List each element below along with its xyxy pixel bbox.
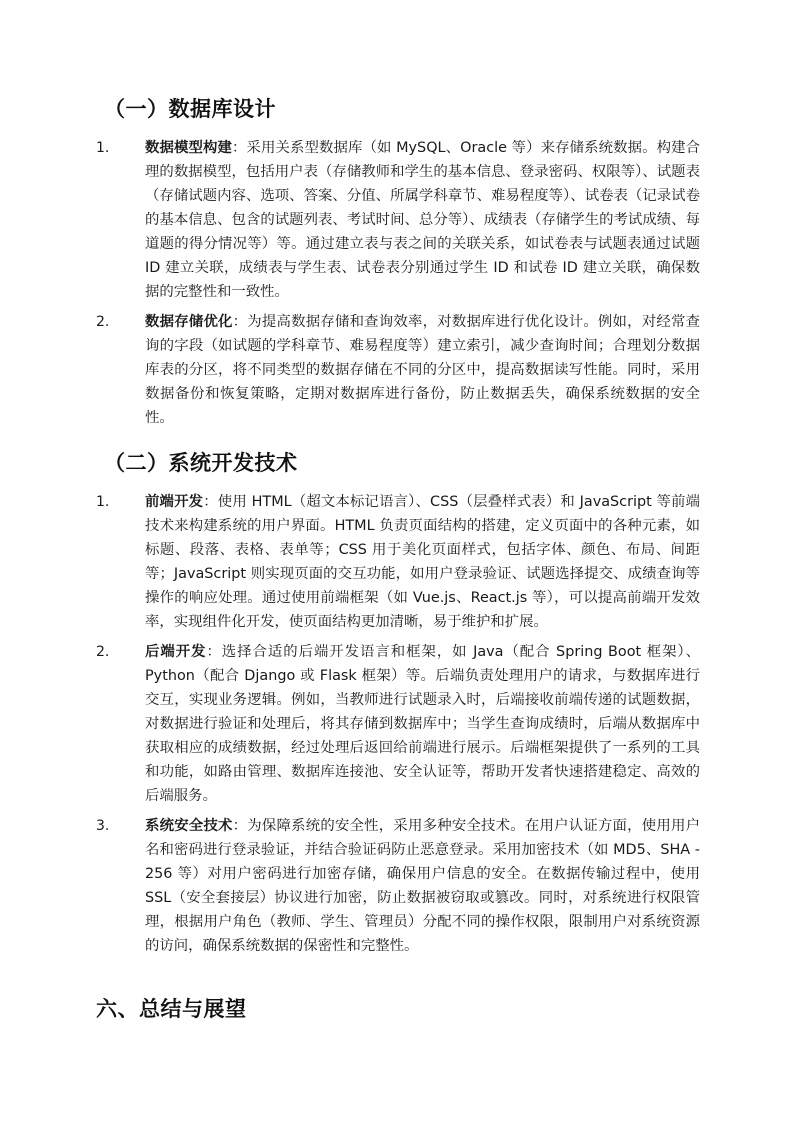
list-item-term: 数据存储优化 [145, 314, 233, 330]
list-item-number: 2. [96, 314, 110, 330]
list-item-number: 1. [96, 494, 110, 510]
list-item-number: 2. [96, 644, 110, 660]
list-item [96, 310, 700, 430]
list-item-text: 选择合适的后端开发语言和框架，如 Java（配合 Spring Boot 框架）、Python（配合 Django 或 Flask 框架）等。后端负责处理用户的请求，与数据库进行交互，实现业务逻辑。例如，当教师进行试题录入时，后端接收前端传递的试题数据，对数据进行验证和处理后，将其存储到数据库中；当学生查询成绩时，后端从数据库中获取相应的成绩数据，经过处理后返回给前端进行展示。后端框架提供了一系列的工具和功能，如路由管理、数据库连接池、安全认证等，帮助开发者快速搭建稳定、高效的后端服务。 [145, 644, 700, 804]
list-item [96, 490, 700, 634]
list-item-number: 1. [96, 140, 110, 156]
list-item [96, 814, 700, 958]
list-item-colon: ： [232, 818, 248, 834]
list-item-text: 使用 HTML（超文本标记语言）、CSS（层叠样式表）和 JavaScript 等前端技术来构建系统的用户界面。HTML 负责页面结构的搭建，定义页面中的各种元素，如标题、段落、表格、表单等；CSS 用于美化页面样式，包括字体、颜色、布局、间距等；JavaScript 则实现页面的交互功能，如用户登录验证、试题选择提交、成绩查询等操作的响应处理。通过使用前端框架（如 Vue.js、React.js 等），可以提高前端开发效率，实现组件化开发，使页面结构更加清晰，易于维护和扩展。 [145, 494, 700, 630]
list-item-colon: ： [203, 494, 218, 510]
list-item-text: 采用关系型数据库（如 MySQL、Oracle 等）来存储系统数据。构建合理的数据模型，包括用户表（存储教师和学生的基本信息、登录密码、权限等）、试题表（存储试题内容、选项、答案、分值、所属学科章节、难易程度等）、试卷表（记录试卷的基本信息、包含的试题列表、考试时间、总分等）、成绩表（存储学生的考试成绩、每道题的得分情况等）等。通过建立表与表之间的关联关系，如试卷表与试题表通过试题 ID 建立关联，成绩表与学生表、试卷表分别通过学生 ID 和试卷 ID 建立关联，确保数据的完整性和一致性。 [145, 140, 700, 300]
section-heading-database-design: （一）数据库设计 [104, 97, 276, 121]
list-item-number: 3. [96, 818, 110, 834]
system-dev-list [96, 490, 700, 958]
list-item-text: 为保障系统的安全性，采用多种安全技术。在用户认证方面，使用用户名和密码进行登录验证，并结合验证码防止恶意登录。采用加密技术（如 MD5、SHA - 256 等）对用户密码进行加密存储，确保用户信息的安全。在数据传输过程中，使用 SSL（安全套接层）协议进行加密，防止数据被窃取或篡改。同时，对系统进行权限管理，根据用户角色（教师、学生、管理员）分配不同的操作权限，限制用户对系统资源的访问，确保系统数据的保密性和完整性。 [145, 818, 700, 954]
list-item-term: 数据模型构建 [145, 140, 232, 156]
database-design-list [96, 136, 700, 430]
list-item-term: 前端开发 [145, 494, 204, 510]
list-item [96, 640, 700, 808]
section-heading-system-dev: （二）系统开发技术 [104, 451, 298, 475]
list-item-text: 为提高数据存储和查询效率，对数据库进行优化设计。例如，对经常查询的字段（如试题的学科章节、难易程度等）建立索引，减少查询时间；合理划分数据库表的分区，将不同类型的数据存储在不同的分区中，提高数据读写性能。同时，采用数据备份和恢复策略，定期对数据库进行备份，防止数据丢失，确保系统数据的安全性。 [145, 314, 700, 426]
list-item-term: 系统安全技术 [145, 818, 233, 834]
list-item-term: 后端开发 [145, 644, 207, 660]
list-item-colon: ： [231, 140, 247, 156]
list-item-colon: ： [206, 644, 222, 660]
list-item [96, 136, 700, 304]
section-heading-summary: 六、总结与展望 [96, 997, 247, 1021]
list-item-colon: ： [232, 314, 248, 330]
